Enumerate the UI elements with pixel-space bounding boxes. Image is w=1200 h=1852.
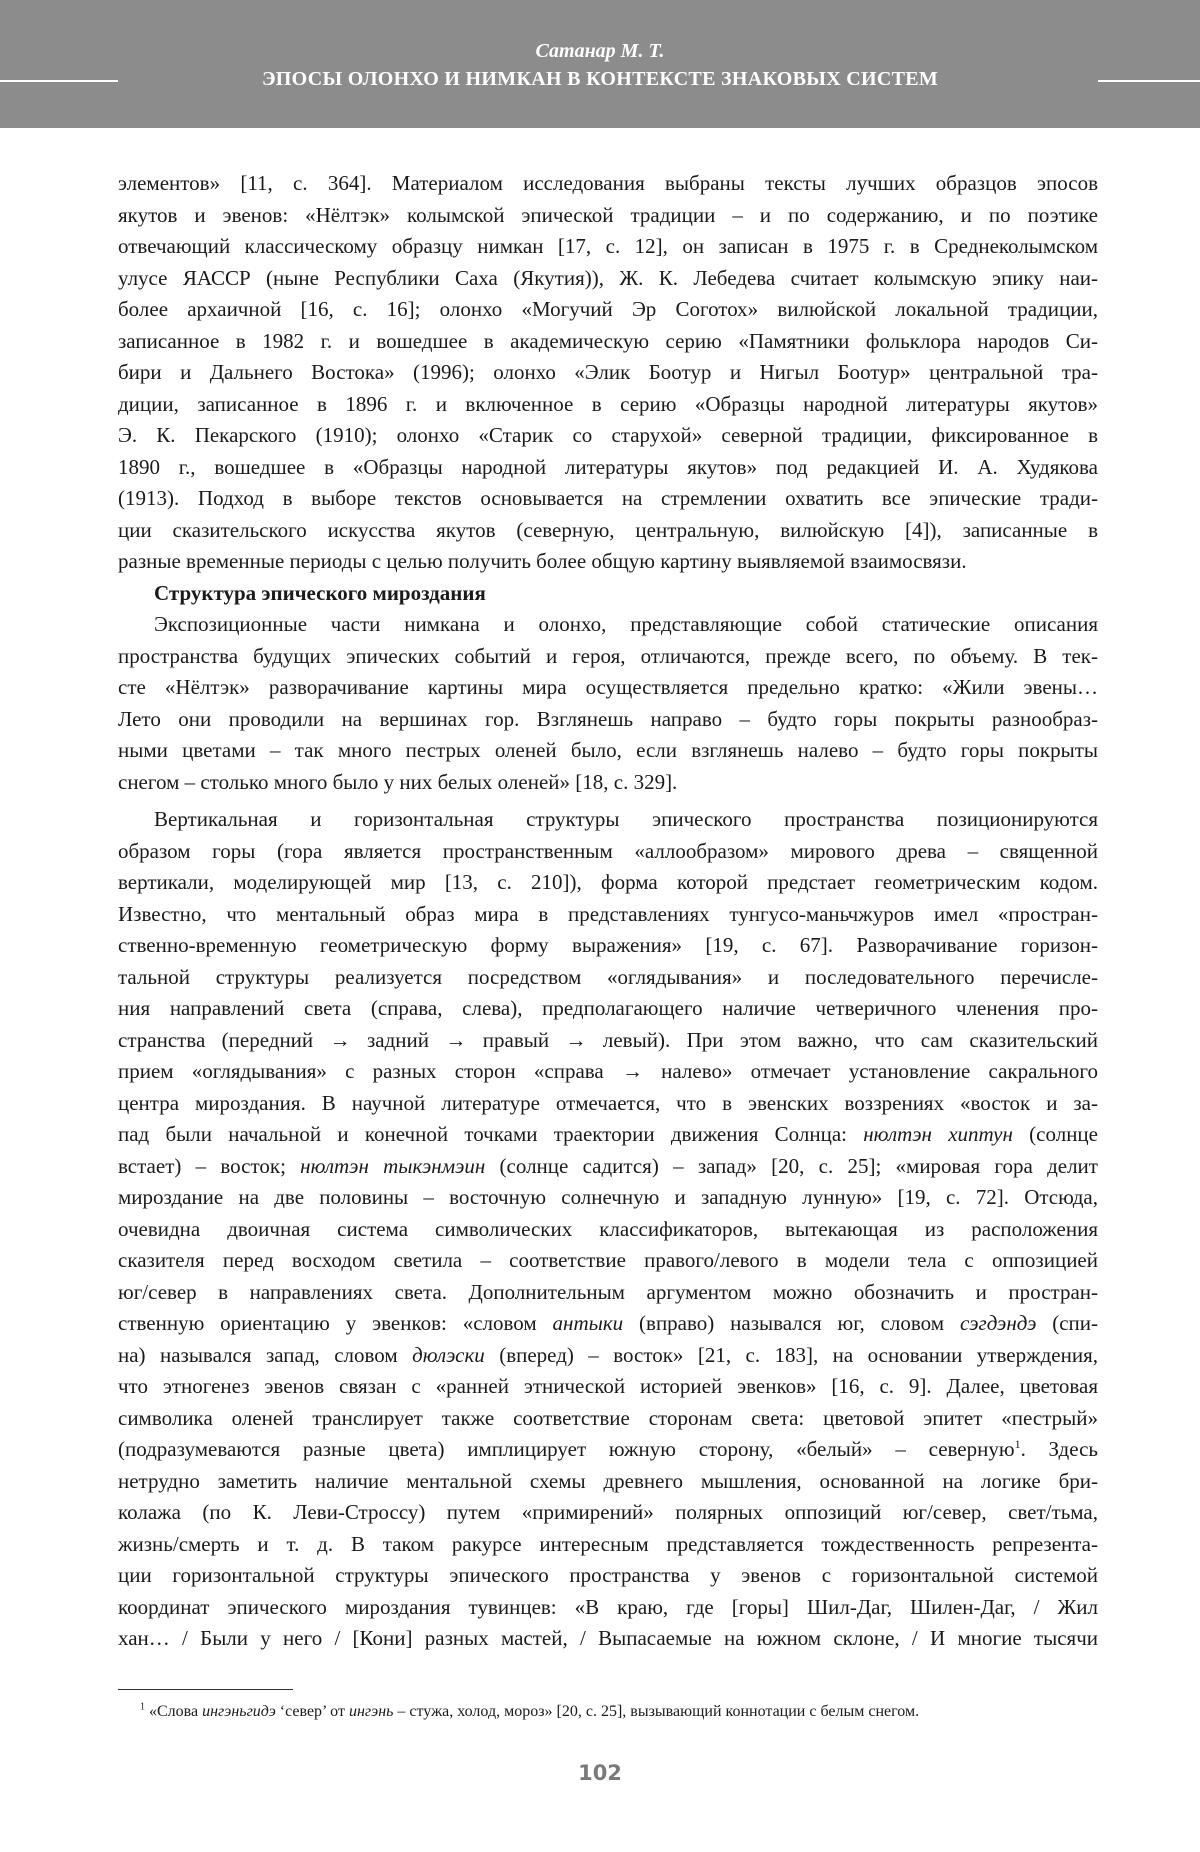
text-line: мироздание на две половины – восточную солнечную и западную лунную» [19, с. 72]. Отсюда, — [118, 1185, 1098, 1209]
text-line: ния направлений света (справа, слева), предполагающего наличие четверичного членения про- — [118, 996, 1098, 1020]
text-line: жизнь/смерть и т. д. В таком ракурсе интересным представляется тождественность репрезента- — [118, 1531, 1098, 1556]
text-line: элементов» [11, с. 364]. Материалом исследования выбраны тексты лучших образцов эпосов — [118, 171, 1098, 195]
italic-term: сэгдэндэ — [959, 1311, 1037, 1335]
text-run: (подразумеваются разные цвета) имплицирует южную сторону, «белый» – северную — [118, 1437, 1015, 1461]
text-line: странства (передний → задний → правый → левый). При этом важно, что сам сказительский — [118, 1027, 1098, 1052]
text-line: Лето они проводили на вершинах гор. Взглянешь направо – будто горы покрыты разнообраз- — [118, 706, 1098, 731]
text-line: координат эпического мироздания тувинцев: «В краю, где [горы] Шил-Даг, Шилен-Даг, / Жил — [118, 1594, 1098, 1619]
text-line: ственно-временную геометрическую форму выражения» [19, с. 67]. Разворачивание горизон- — [118, 933, 1098, 957]
text-run: (вправо) назывался юг, словом — [623, 1311, 960, 1335]
page-header — [0, 0, 1200, 128]
text-line: якутов и эвенов: «Нёлтэк» колымской эпической традиции – и по содержанию, и по поэтике — [118, 202, 1098, 227]
text-line: центра мироздания. В научной литературе отмечается, что в эвенских воззрениях «восток и за- — [118, 1090, 1098, 1115]
text-line: хан… / Были у него / [Кони] разных мастей, / Выпасаемые на южном склоне, / И многие тысячи — [118, 1626, 1098, 1650]
text-line: ции горизонтальной структуры эпического пространства у эвенов с горизонтальной системой — [118, 1563, 1098, 1587]
header-author: Сатанар М. Т. — [535, 40, 665, 62]
text-line: Вертикальная и горизонтальная структуры эпического пространства позиционируются — [154, 807, 1098, 831]
text-line: 1890 г., вошедшее в «Образцы народной литературы якутов» под редакцией И. А. Худякова — [118, 454, 1098, 479]
text-line: ными цветами – так много пестрых оленей было, если взглянешь налево – будто горы покрыты — [118, 738, 1098, 762]
text-run: (солнце — [1012, 1122, 1098, 1146]
italic-term: нюлтэн тыкэнмэин — [300, 1153, 486, 1178]
footnote-text: «Слова — [145, 1703, 203, 1720]
text-run: ственную ориентацию у эвенков: «словом — [118, 1311, 553, 1335]
text-line: Экспозиционные части нимкана и олонхо, представляющие собой статические описания — [154, 612, 1098, 636]
footnote-mark: 1 — [140, 1701, 145, 1713]
text-run: на) назывался запад, словом — [118, 1342, 413, 1367]
text-line: сте «Нёлтэк» разворачивание картины мира осуществляется предельно кратко: «Жили эвены… — [118, 675, 1098, 699]
text-line: Известно, что ментальный образ мира в представлениях тунгусо-маньчжуров имел «простран- — [118, 901, 1098, 926]
text-line: что этногенез эвенов связан с «ранней этнической историей эвенков» [16, с. 9]. Далее, цветовая — [118, 1374, 1098, 1398]
text-run: (спи- — [1036, 1311, 1098, 1335]
text-line: снегом – столько много было у них белых оленей» [18, с. 329]. — [118, 769, 678, 794]
text-line: нетрудно заметить наличие ментальной схемы древнего мышления, основанной на логике бри- — [118, 1468, 1098, 1493]
footnote-text: – стужа, холод, мороз» [20, с. 25], вызывающий коннотации с белым снегом. — [393, 1703, 920, 1720]
text-line: бири и Дальнего Востока» (1996); олонхо «Элик Боотур и Нигыл Боотур» центральной тра- — [118, 360, 1098, 384]
text-line: диции, записанное в 1896 г. и включенное в серию «Образцы народной литературы якутов» — [118, 391, 1098, 416]
section-heading: Структура эпического мироздания — [154, 580, 486, 605]
italic-term: дюлэски — [412, 1342, 485, 1367]
text-run: (вперед) – восток» [21, с. 183], на основании утверждения, — [484, 1342, 1098, 1367]
italic-term: антыки — [552, 1311, 624, 1335]
text-line: (1913). Подход в выборе текстов основывается на стремлении охватить все эпические тради- — [118, 486, 1098, 510]
italic-term: нюлтэн хиптун — [863, 1122, 1013, 1146]
text-line: юг/север в направлениях света. Дополнительным аргументом можно обозначить и простран- — [118, 1279, 1098, 1304]
text-run: пад были начальной и конечной точками траектории движения Солнца: — [118, 1122, 864, 1146]
footnote-text: ‘север’ от — [275, 1703, 349, 1720]
text-line: вертикали, моделирующей мир [13, с. 210]), форма которой предстает геометрическим кодом. — [118, 870, 1098, 894]
text-line — [118, 1308, 1098, 1340]
header-title: ЭПОСЫ ОЛОНХО И НИМКАН В КОНТЕКСТЕ ЗНАКОВЫХ СИСТЕМ — [261, 68, 939, 90]
text-run: (солнце садится) – запад» [20, с. 25]; «мировая гора делит — [485, 1153, 1098, 1178]
footnote-ref[interactable]: 1 — [1014, 1437, 1021, 1451]
text-line: сказителя перед восходом светила – соответствие правого/левого в модели тела с оппозицией — [118, 1248, 1098, 1272]
text-line — [118, 1151, 1098, 1183]
footnote — [140, 1700, 1100, 1724]
text-line — [118, 1119, 1098, 1151]
text-line: символика оленей транслирует также соответствие сторонам света: цветовой эпитет «пестрый» — [118, 1405, 1098, 1430]
text-run: . Здесь — [1020, 1437, 1098, 1461]
text-line — [118, 1434, 1098, 1466]
text-line — [118, 1340, 1098, 1372]
text-line: улусе ЯАССР (ныне Республики Саха (Якутия)), Ж. К. Лебедева считает колымскую эпику наи- — [118, 265, 1098, 290]
text-line: пространства будущих эпических событий и героя, отличаются, прежде всего, по объему. В тек- — [118, 643, 1098, 668]
text-line: образом горы (гора является пространственным «аллообразом» мирового древа – священной — [118, 838, 1098, 863]
text-run: встает) – восток; — [118, 1153, 301, 1178]
text-line: очевидна двоичная система символических классификаторов, вытекающая из расположения — [118, 1216, 1098, 1241]
page-number: 102 — [578, 1761, 622, 1785]
italic-term: ингэнь — [348, 1703, 394, 1720]
footnote-divider — [118, 1689, 293, 1690]
text-line: Э. К. Пекарского (1910); олонхо «Старик со старухой» северной традиции, фиксированное в — [118, 423, 1098, 447]
italic-term: ингэньгидэ — [202, 1703, 276, 1720]
text-line: колажа (по К. Леви-Строссу) путем «примирений» полярных оппозиций юг/север, свет/тьма, — [118, 1500, 1098, 1524]
text-line: прием «оглядывания» с разных сторон «справа → налево» отмечает установление сакрального — [118, 1059, 1098, 1083]
text-line: более архаичной [16, с. 16]; олонхо «Могучий Эр Соготох» вилюйской локальной традиции, — [118, 297, 1098, 321]
text-line: тальной структуры реализуется посредством «оглядывания» и последовательного перечисле- — [118, 964, 1098, 989]
text-line: разные временные периоды с целью получить более общую картину выявляемой взаимосвязи. — [118, 549, 967, 573]
text-line: записанное в 1982 г. и вошедшее в академическую серию «Памятники фольклора народов Си- — [118, 328, 1098, 353]
article-body — [118, 168, 1098, 1655]
text-line: ции сказительского искусства якутов (северную, центральную, вилюйскую [4]), записанные в — [118, 517, 1098, 542]
text-line: отвечающий классическому образцу нимкан [17, с. 12], он записан в 1975 г. в Среднеколымском — [118, 234, 1098, 258]
